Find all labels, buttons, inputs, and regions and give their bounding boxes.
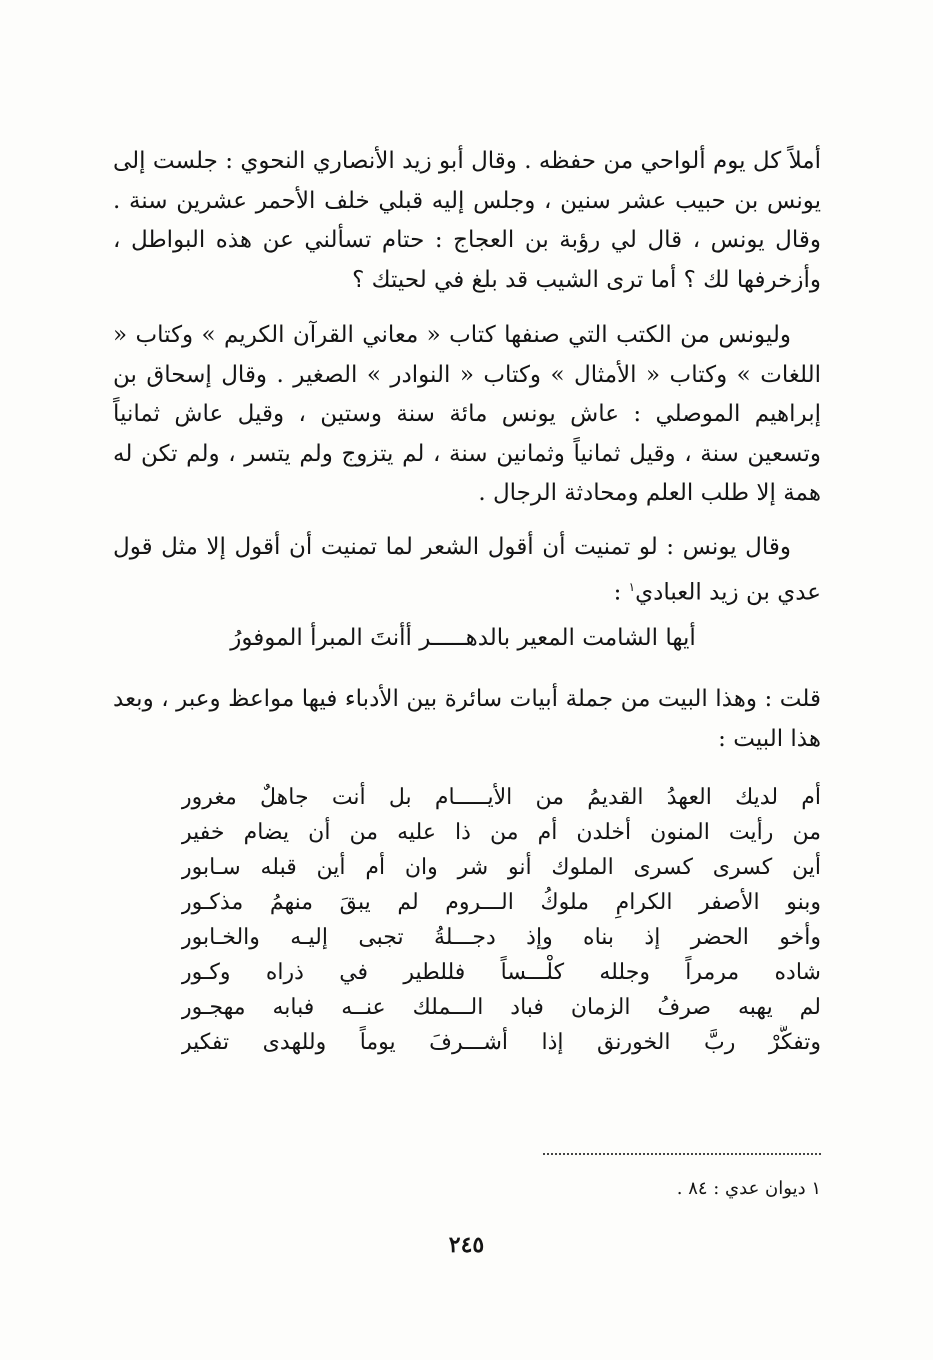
poem-line: أم لديك العهدُ القديمُ من الأيـــــام بل أنت جاهلٌ مغرور <box>181 785 821 810</box>
paragraph-1-block <box>113 142 821 300</box>
paragraph-3-block <box>113 528 821 613</box>
footnote-divider <box>543 1153 821 1155</box>
footnote: ١ ديوان عدي : ٨٤ . <box>676 1178 821 1199</box>
paragraph-3-text: وقال يونس : لو تمنيت أن أقول الشعر لما تمنيت أن أقول إلا مثل قول عدي بن زيد العبادي <box>113 534 821 606</box>
paragraph-1: أملاً كل يوم ألواحي من حفظه . وقال أبو زيد الأنصاري النحوي : جلست إلى يونس بن حبيب عشر سنين ، وجلس إليه قبلي خلف الأحمر عشرين سنة . وقال يونس ، قال لي رؤبة بن العجاج : حتام تسألني عن هذه البواطل ، وأزخرفها لك ؟ أما ترى الشيب قد بلغ في لحيتك ؟ <box>113 148 821 293</box>
comment-paragraph: قلت : وهذا البيت من جملة أبيات سائرة بين الأدباء فيها مواعظ وعبر ، وبعد هذا البيت : <box>113 686 821 752</box>
paragraph-3-colon: : <box>613 579 629 606</box>
paragraph-2-block <box>113 316 821 514</box>
poem-line: شاده مرمراً وجلله كلْـــساً فللطير في ذراه وكـور <box>181 960 821 985</box>
poem-line: وأخو الحضر إذ بناه وإذ دجـــلةُ تجبى إليـه والخـابور <box>181 925 821 950</box>
poem <box>181 780 821 1060</box>
page-number: ٢٤٥ <box>448 1232 485 1258</box>
paragraph-2: وليونس من الكتب التي صنفها كتاب « معاني القرآن الكريم » وكتاب « اللغات » وكتاب « الأمثال » وكتاب « النوادر » الصغير . وقال إسحاق بن إبراهيم الموصلي : عاش يونس مائة سنة وستين ، وقيل عاش ثمانياً وتسعين سنة ، وقيل ثمانياً وثمانين سنة ، لم يتزوج ولم يتسر ، ولم تكن له همة إلا طلب العلم ومحادثة الرجال . <box>113 322 821 506</box>
poem-line: وتفكَّرْ ربَّ الخورنق إذا أشـــرفَ يوماً وللهدى تفكير <box>181 1030 821 1055</box>
single-verse: أيها الشامت المعير بالدهـــــر أأنتَ المبرأ الموفورُ <box>230 625 696 651</box>
poem-line: وبنو الأصفر الكرامِ ملوكُ الـــروم لم يبقَ منهمُ مذكـور <box>181 890 821 915</box>
poem-line: أين كسرى كسرى الملوك أنو شر وان أم أين قبله سـابور <box>181 855 821 880</box>
paragraph-3 <box>113 528 821 613</box>
poem-line: لم يهبه صرفُ الزمان فباد الـــملك عنــه فبابه مهجـور <box>181 995 821 1020</box>
poem-line: من رأيت المنون أخلدن أم من ذا عليه من أن يضام خفير <box>181 820 821 845</box>
comment-block <box>113 680 821 759</box>
footnote-marker: ١ <box>628 579 636 594</box>
